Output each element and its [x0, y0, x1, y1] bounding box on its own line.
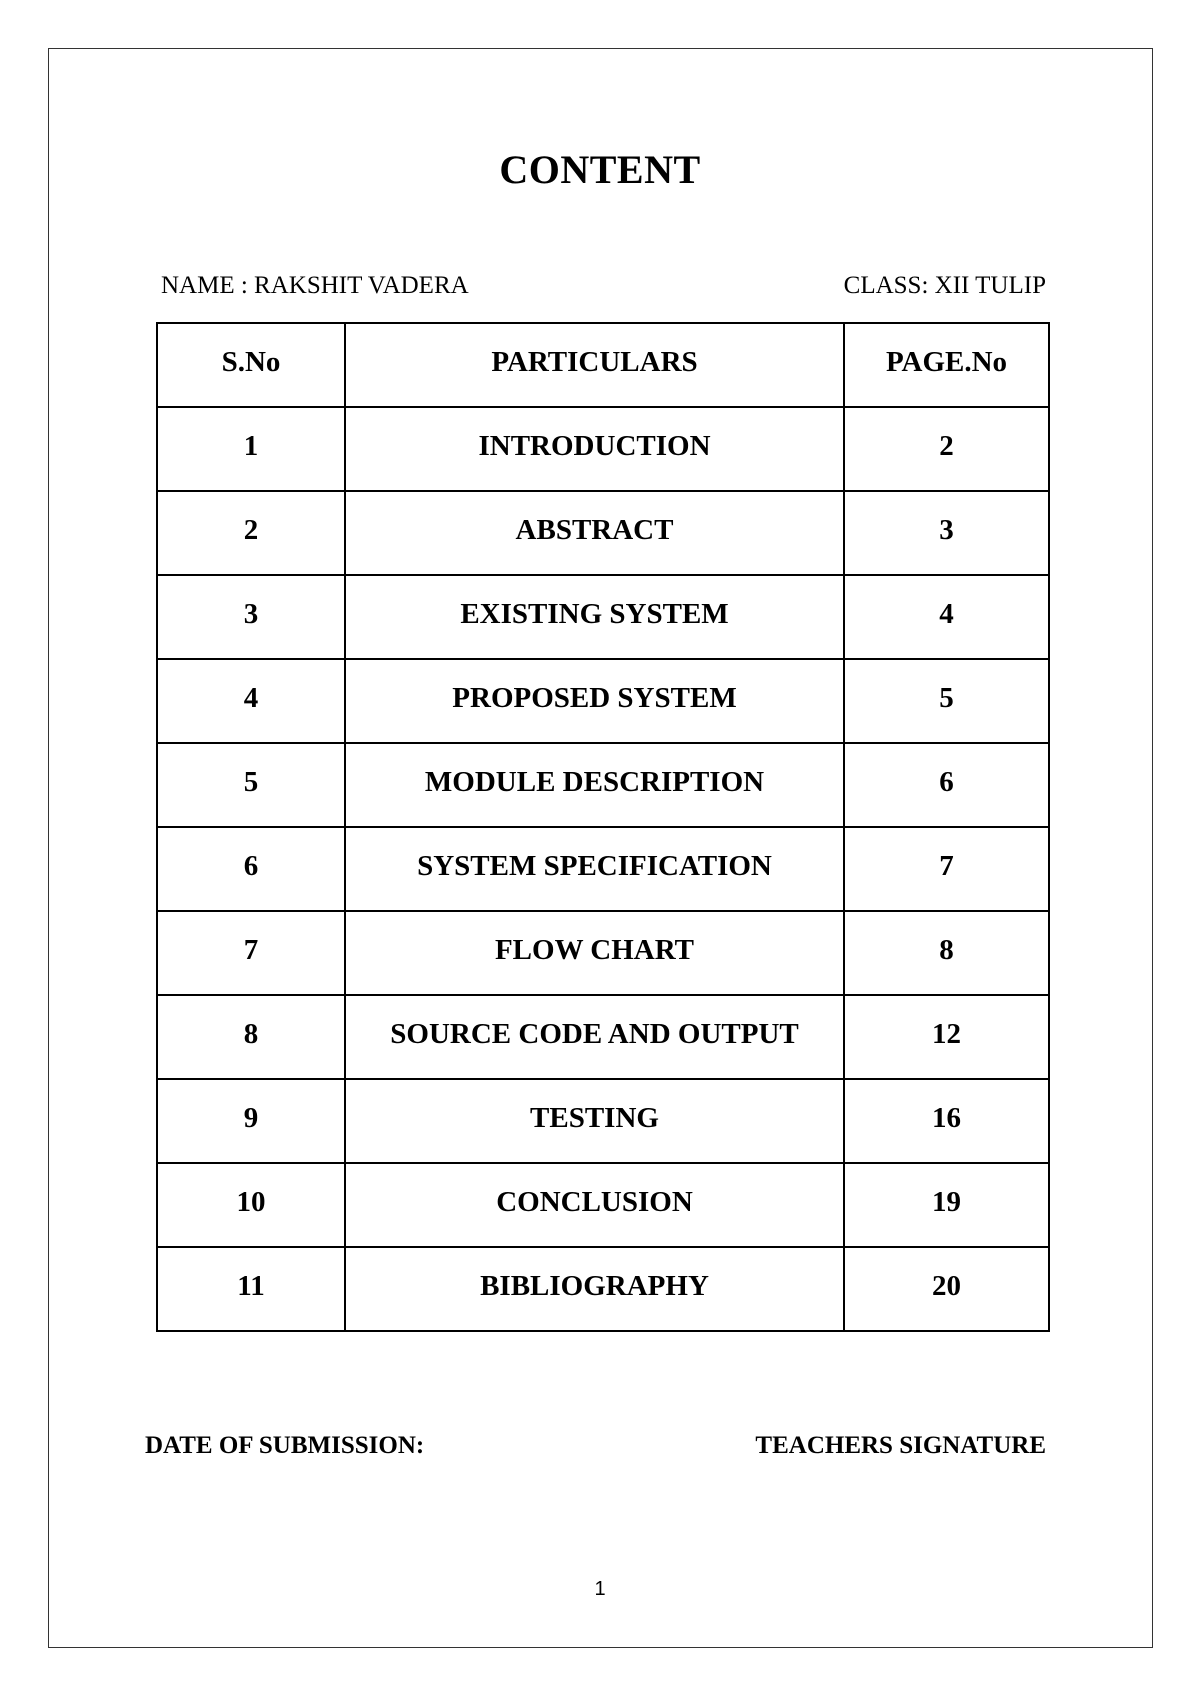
- page-title: CONTENT: [499, 147, 701, 192]
- table-row: [157, 491, 1049, 575]
- page-number: 1: [594, 1578, 606, 1600]
- row-page: 3: [844, 491, 1049, 575]
- row-page: 16: [844, 1079, 1049, 1163]
- table-row: [157, 827, 1049, 911]
- row-particular: FLOW CHART: [345, 911, 844, 995]
- row-sno: 1: [157, 407, 345, 491]
- row-page: 19: [844, 1163, 1049, 1247]
- row-sno: 7: [157, 911, 345, 995]
- row-sno: 8: [157, 995, 345, 1079]
- row-page: 7: [844, 827, 1049, 911]
- table-row: [157, 1247, 1049, 1331]
- row-particular: EXISTING SYSTEM: [345, 575, 844, 659]
- header-page-no: PAGE.No: [844, 323, 1049, 407]
- row-particular: MODULE DESCRIPTION: [345, 743, 844, 827]
- table-header-row: [157, 323, 1049, 407]
- teachers-signature-label: TEACHERS SIGNATURE: [755, 1432, 1046, 1459]
- row-particular: CONCLUSION: [345, 1163, 844, 1247]
- row-page: 20: [844, 1247, 1049, 1331]
- row-sno: 10: [157, 1163, 345, 1247]
- table-row: [157, 659, 1049, 743]
- row-sno: 6: [157, 827, 345, 911]
- table-row: [157, 575, 1049, 659]
- row-page: 5: [844, 659, 1049, 743]
- row-page: 12: [844, 995, 1049, 1079]
- row-particular: ABSTRACT: [345, 491, 844, 575]
- row-page: 8: [844, 911, 1049, 995]
- row-particular: TESTING: [345, 1079, 844, 1163]
- contents-table: [156, 322, 1050, 1332]
- row-particular: SOURCE CODE AND OUTPUT: [345, 995, 844, 1079]
- date-of-submission-label: DATE OF SUBMISSION:: [145, 1432, 425, 1459]
- table-row: [157, 407, 1049, 491]
- student-name: NAME : RAKSHIT VADERA: [161, 272, 469, 299]
- row-sno: 4: [157, 659, 345, 743]
- student-class: CLASS: XII TULIP: [843, 272, 1046, 299]
- row-particular: INTRODUCTION: [345, 407, 844, 491]
- row-page: 2: [844, 407, 1049, 491]
- header-sno: S.No: [157, 323, 345, 407]
- row-particular: BIBLIOGRAPHY: [345, 1247, 844, 1331]
- row-sno: 2: [157, 491, 345, 575]
- table-row: [157, 995, 1049, 1079]
- header-particulars: PARTICULARS: [345, 323, 844, 407]
- row-page: 4: [844, 575, 1049, 659]
- table-row: [157, 743, 1049, 827]
- row-particular: SYSTEM SPECIFICATION: [345, 827, 844, 911]
- table-row: [157, 1079, 1049, 1163]
- row-sno: 11: [157, 1247, 345, 1331]
- row-particular: PROPOSED SYSTEM: [345, 659, 844, 743]
- table-row: [157, 1163, 1049, 1247]
- row-sno: 3: [157, 575, 345, 659]
- row-sno: 9: [157, 1079, 345, 1163]
- table-row: [157, 911, 1049, 995]
- row-sno: 5: [157, 743, 345, 827]
- row-page: 6: [844, 743, 1049, 827]
